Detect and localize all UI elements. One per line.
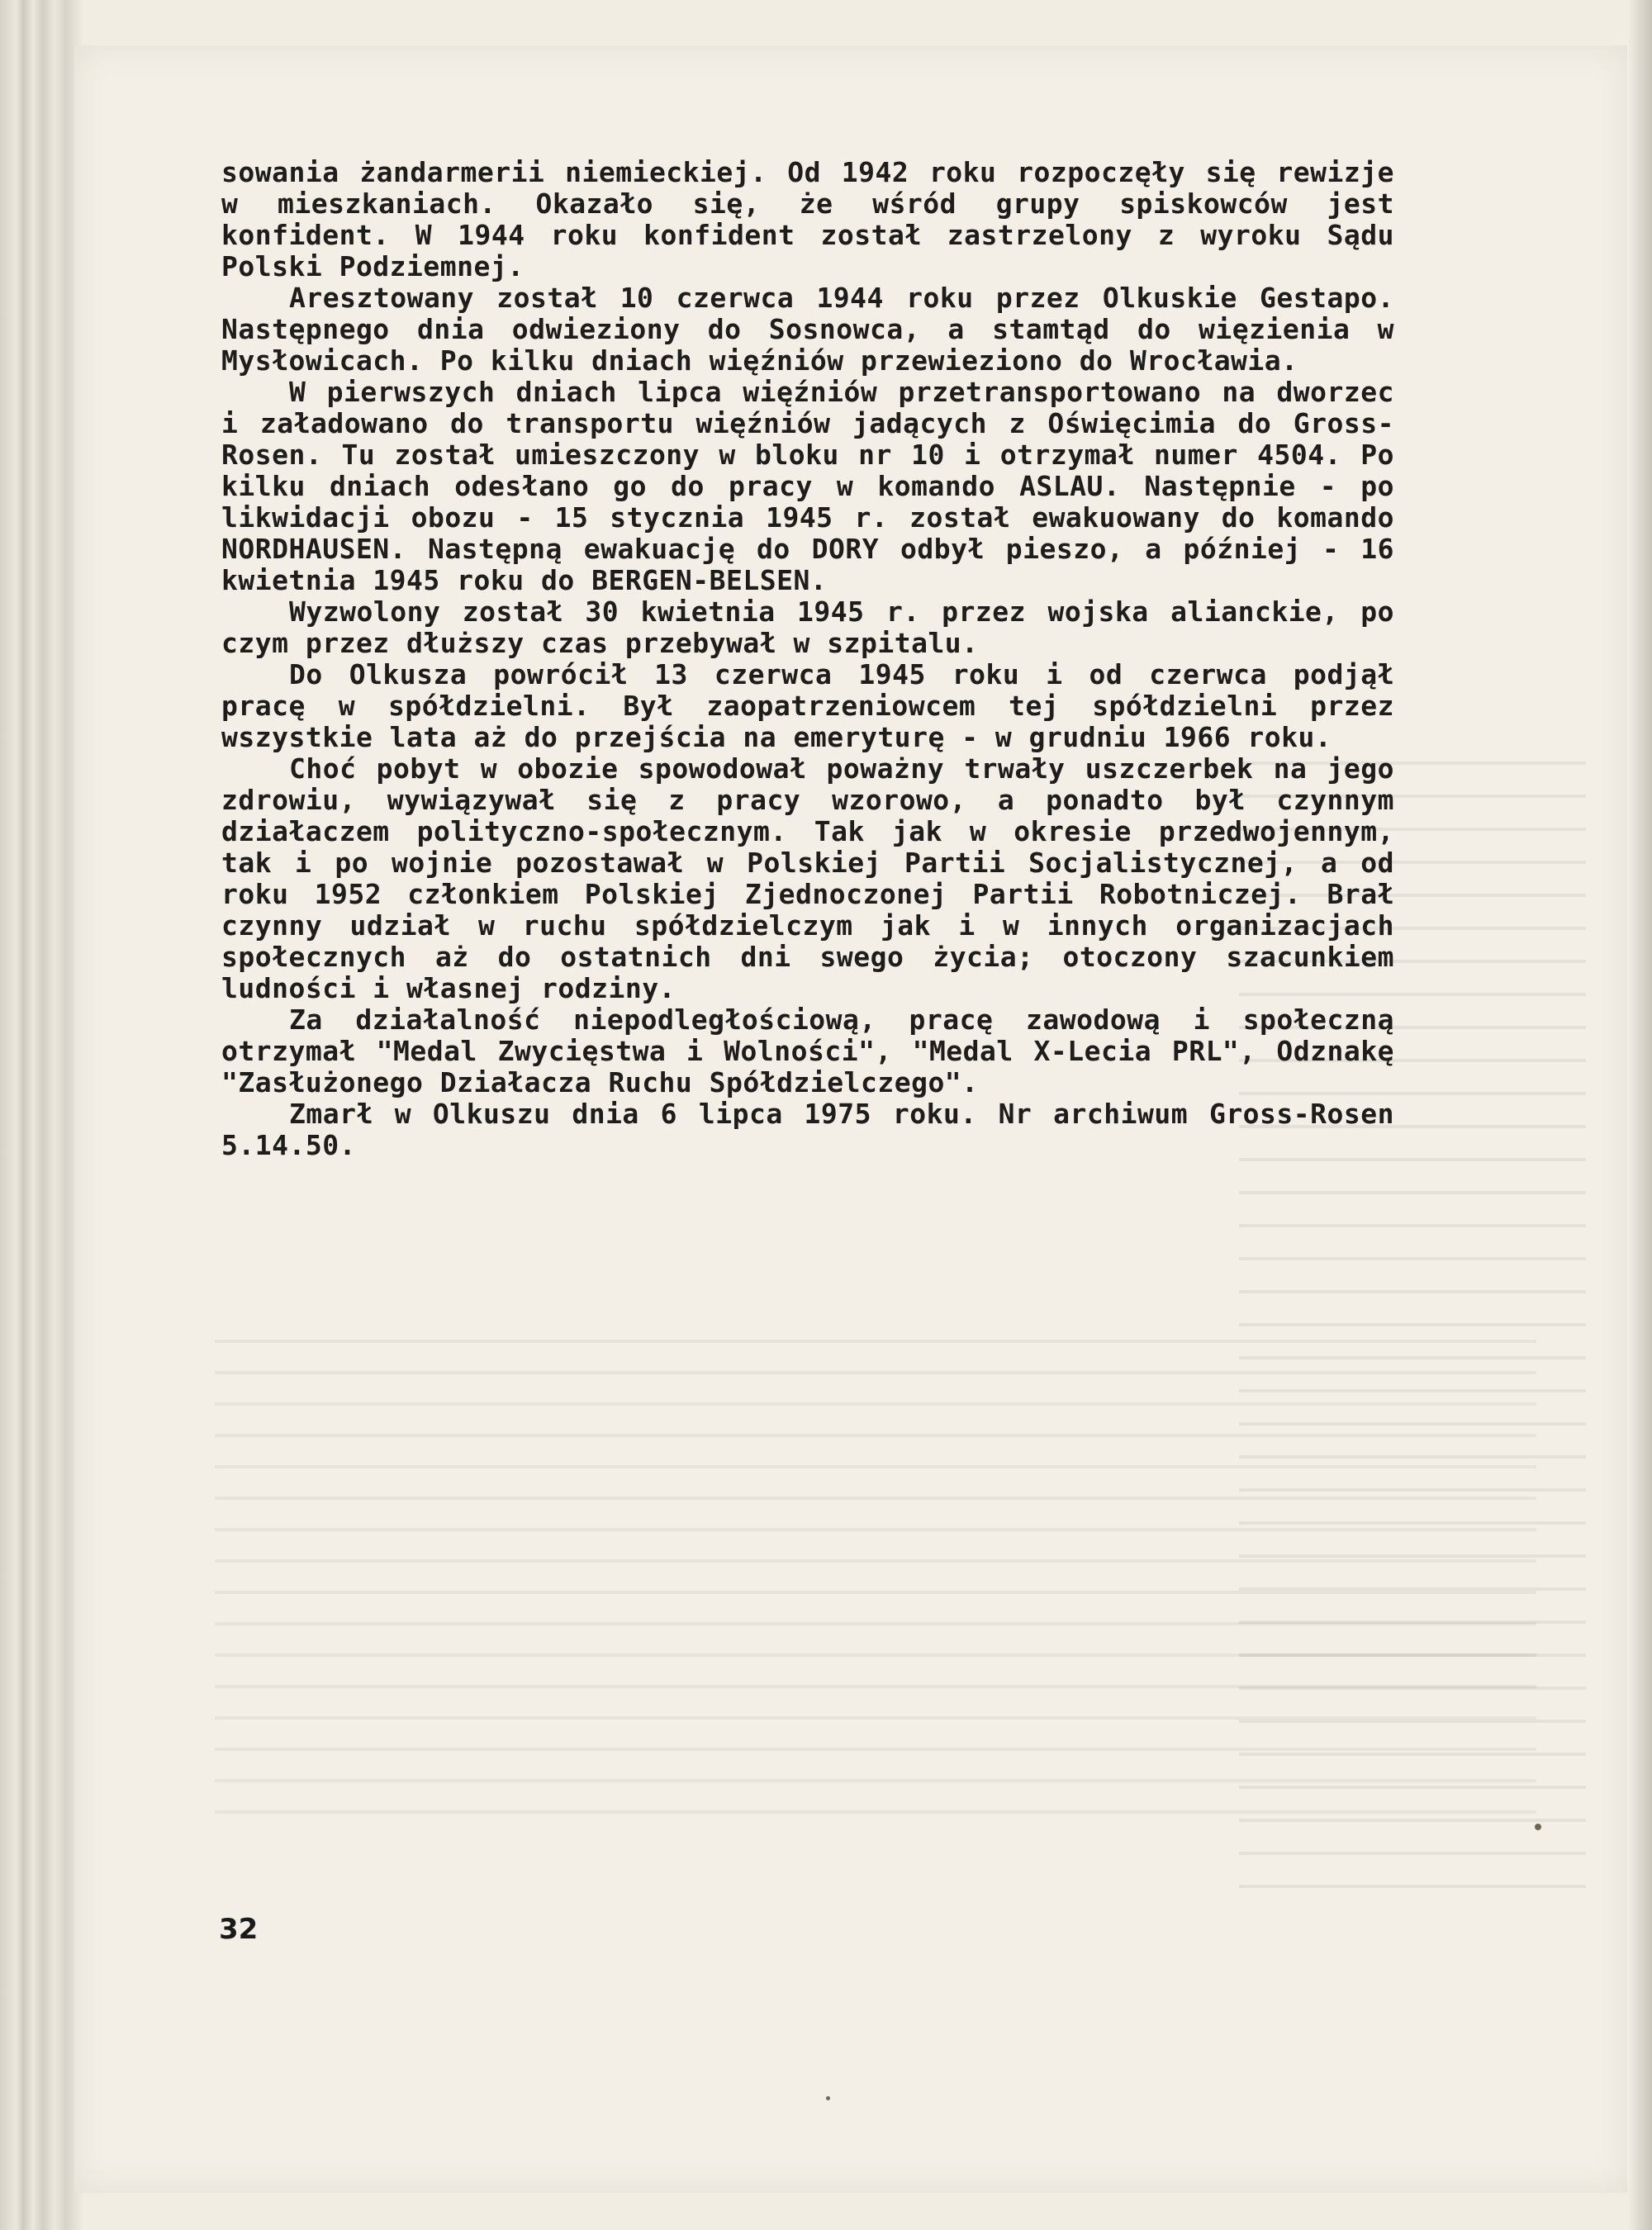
paragraph-1: sowania żandarmerii niemieckiej. Od 1942 roku rozpoczęły się rewizje w mieszkaniach. Okazało się, że wśród grupy spiskowców jest konfident. W 1944 roku konfident został zastrzelony z wyroku Sądu Polski Podziemnej. <box>221 156 1394 282</box>
paper-speck <box>1535 1824 1541 1830</box>
paragraph-3: W pierwszych dniach lipca więźniów przetransportowano na dworzec i załadowano do transportu więźniów jadących z Oświęcimia do Gross-Rosen. Tu został umieszczony w bloku nr 10 i otrzymał numer 4504. Po kilku dniach odesłano go do pracy w komando ASLAU. Następnie - po likwidacji obozu - 15 stycznia 1945 r. został ewakuowany do komando NORDHAUSEN. Następną ewakuację do DORY odbył pieszo, a później - 16 kwietnia 1945 roku do BERGEN-BELSEN. <box>221 376 1394 596</box>
body-text <box>221 157 1394 1161</box>
bleed-through-text-lower <box>215 1321 1536 1834</box>
page-number: 32 <box>219 1913 259 1946</box>
paragraph-8: Zmarł w Olkuszu dnia 6 lipca 1975 roku. Nr archiwum Gross-Rosen 5.14.50. <box>221 1098 1394 1161</box>
paragraph-6: Choć pobyt w obozie spowodował poważny trwały uszczerbek na jego zdrowiu, wywiązywał się z pracy wzorowo, a ponadto był czynnym działaczem polityczno-społecznym. Tak jak w okresie przedwojennym, tak i po wojnie pozostawał w Polskiej Partii Socjalistycznej, a od roku 1952 członkiem Polskiej Zjednoczonej Partii Robotniczej. Brał czynny udział w ruchu spółdzielczym jak i w innych organizacjach społecznych aż do ostatnich dni swego życia; otoczony szacunkiem ludności i własnej rodziny. <box>221 752 1394 1004</box>
book-page-edges <box>0 0 83 2230</box>
page-right-edge <box>1627 0 1652 2230</box>
paragraph-7: Za działalność niepodległościową, pracę zawodową i społeczną otrzymał "Medal Zwycięstwa i Wolności", "Medal X-Lecia PRL", Odznakę "Zasłużonego Działacza Ruchu Spółdzielczego". <box>221 1004 1394 1098</box>
paragraph-5: Do Olkusza powrócił 13 czerwca 1945 roku i od czerwca podjął pracę w spółdzielni. Był zaopatrzeniowcem tej spółdzielni przez wszystkie lata aż do przejścia na emeryturę - w grudniu 1966 roku. <box>221 658 1394 753</box>
paragraph-4: Wyzwolony został 30 kwietnia 1945 r. przez wojska alianckie, po czym przez dłuższy czas przebywał w szpitalu. <box>221 595 1394 659</box>
paper-speck <box>826 2096 830 2100</box>
paragraph-2: Aresztowany został 10 czerwca 1944 roku przez Olkuskie Gestapo. Następnego dnia odwieziony do Sosnowca, a stamtąd do więzienia w Mysłowicach. Po kilku dniach więźniów przewieziono do Wrocławia. <box>221 282 1394 377</box>
